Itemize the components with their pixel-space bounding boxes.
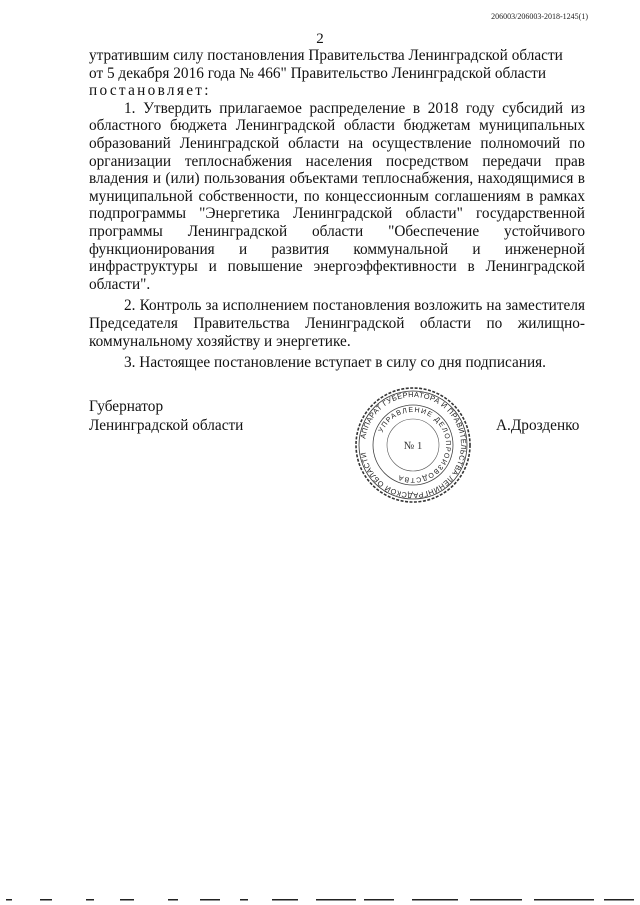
paragraph-item-3: 3. Настоящее постановление вступает в силу со дня подписания. xyxy=(124,354,547,372)
stamp-outer-text: АППАРАТ ГУБЕРНАТОРА И ПРАВИТЕЛЬСТВА ЛЕНИНГРАДСКОЙ ОБЛАСТИ xyxy=(358,389,469,501)
paragraph-item-2: 2. Контроль за исполнением постановления возложить на заместителя Председателя Правительства Ленинградской области по жилищно-коммунальному хозяйству и энергетике. xyxy=(89,297,585,350)
resolution-verb: постановляет: xyxy=(89,82,211,100)
scan-artifact-strip xyxy=(0,895,640,905)
stamp-inner-text: УПРАВЛЕНИЕ ДЕЛОПРОИЗВОДСТВА xyxy=(377,406,452,484)
document-body xyxy=(89,47,585,372)
official-stamp xyxy=(352,386,474,504)
signer-name: А.Дрозденко xyxy=(496,417,580,434)
paragraph-line: от 5 декабря 2016 года № 466" Правительство Ленинградской области xyxy=(89,64,547,82)
page-number: 2 xyxy=(316,31,324,47)
signer-position xyxy=(89,397,243,435)
document-id: 206003/206003-2018-1245(1) xyxy=(491,12,588,21)
paragraph-item-1: 1. Утвердить прилагаемое распределение в 2018 году субсидий из областного бюджета Ленинградской области бюджетам муниципальных образований Ленинградской области на осуществление полномочий по организации теплоснабжения населения посредством передачи прав владения и (или) пользования объектами теплоснабжения, находящимися в муниципальной собственности, по концессионным соглашениям в рамках подпрограммы "Энергетика Ленинградской области" государственной программы Ленинградской области "Обеспечение устойчивого функционирования и развития коммунальной и инженерной инфраструктуры и повышение энергоэффективности в Ленинградской области". xyxy=(89,99,585,293)
stamp-center-text: № 1 xyxy=(403,440,423,452)
paragraph-line: утратившим силу постановления Правительства Ленинградской области xyxy=(89,47,563,64)
signer-title-line: Ленинградской области xyxy=(89,417,244,434)
signer-title-line: Губернатор xyxy=(89,398,164,415)
